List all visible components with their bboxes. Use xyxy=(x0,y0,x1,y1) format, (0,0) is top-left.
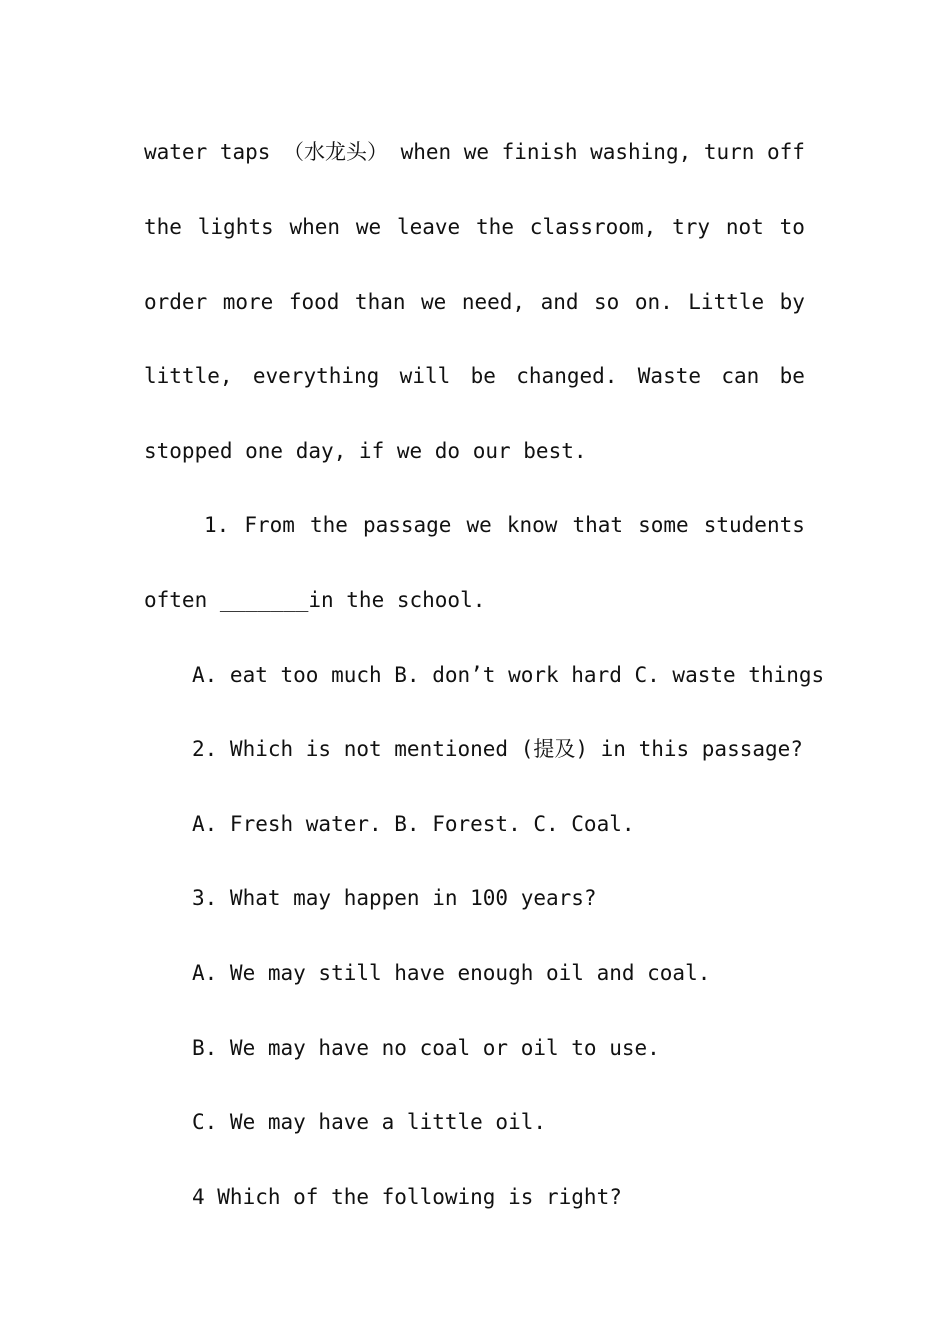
word: we xyxy=(466,513,492,537)
word: little, xyxy=(144,364,233,388)
word: so xyxy=(594,290,620,314)
word: and xyxy=(540,290,579,314)
question-4: 4 Which of the following is right? xyxy=(192,1185,622,1209)
word: taps xyxy=(219,140,271,164)
question-2-options: A. Fresh water. B. Forest. C. Coal. xyxy=(192,812,635,836)
word: off xyxy=(767,140,805,164)
question-3-option-c: C. We may have a little oil. xyxy=(192,1110,547,1134)
word: when xyxy=(400,140,452,164)
word: the xyxy=(309,513,348,537)
passage-line-4 xyxy=(144,362,805,390)
word: will xyxy=(399,364,451,388)
question-1-line-1 xyxy=(144,511,805,539)
word: can xyxy=(721,364,760,388)
word: water xyxy=(144,140,208,164)
word: when xyxy=(289,215,341,239)
word: we xyxy=(421,290,447,314)
word: be xyxy=(470,364,496,388)
word: to xyxy=(779,215,805,239)
word: on. xyxy=(634,290,673,314)
question-3: 3. What may happen in 100 years? xyxy=(192,886,597,910)
passage-line-1 xyxy=(144,138,805,166)
word: by xyxy=(779,290,805,314)
word: changed. xyxy=(516,364,618,388)
word: not xyxy=(725,215,764,239)
word: Waste xyxy=(637,364,701,388)
passage-line-2 xyxy=(144,213,805,241)
question-3-option-b: B. We may have no coal or oil to use. xyxy=(192,1036,660,1060)
word: try xyxy=(672,215,710,239)
word: we xyxy=(355,215,382,239)
word: be xyxy=(779,364,805,388)
word: turn xyxy=(703,140,755,164)
question-2: 2. Which is not mentioned (提及) in this passage? xyxy=(192,737,803,761)
word: know xyxy=(506,513,558,537)
question-1-options: A. eat too much B. don’t work hard C. waste things xyxy=(192,663,825,687)
word: washing, xyxy=(590,140,692,164)
word: need, xyxy=(461,290,526,314)
word: passage xyxy=(362,513,452,537)
word: students xyxy=(703,513,805,537)
word: the xyxy=(476,215,514,239)
word: that xyxy=(572,513,624,537)
word: food xyxy=(288,290,340,314)
word: everything xyxy=(252,364,380,388)
word: the xyxy=(144,215,182,239)
question-3-option-a: A. We may still have enough oil and coal. xyxy=(192,961,711,985)
word: 1. xyxy=(204,513,230,537)
word: classroom, xyxy=(529,215,657,239)
word: some xyxy=(638,513,689,537)
word: more xyxy=(222,290,274,314)
word: leave xyxy=(396,215,461,239)
question-1-line-2: often _______in the school. xyxy=(144,588,486,612)
word: finish xyxy=(501,140,578,164)
passage-line-5: stopped one day, if we do our best. xyxy=(144,439,587,463)
word: lights xyxy=(197,215,274,239)
word: （水龙头） xyxy=(282,140,388,164)
word: order xyxy=(144,290,208,314)
word: Little xyxy=(688,290,765,314)
word: From xyxy=(244,513,295,537)
word: we xyxy=(463,140,490,164)
word: than xyxy=(354,290,406,314)
passage-line-3 xyxy=(144,288,805,316)
